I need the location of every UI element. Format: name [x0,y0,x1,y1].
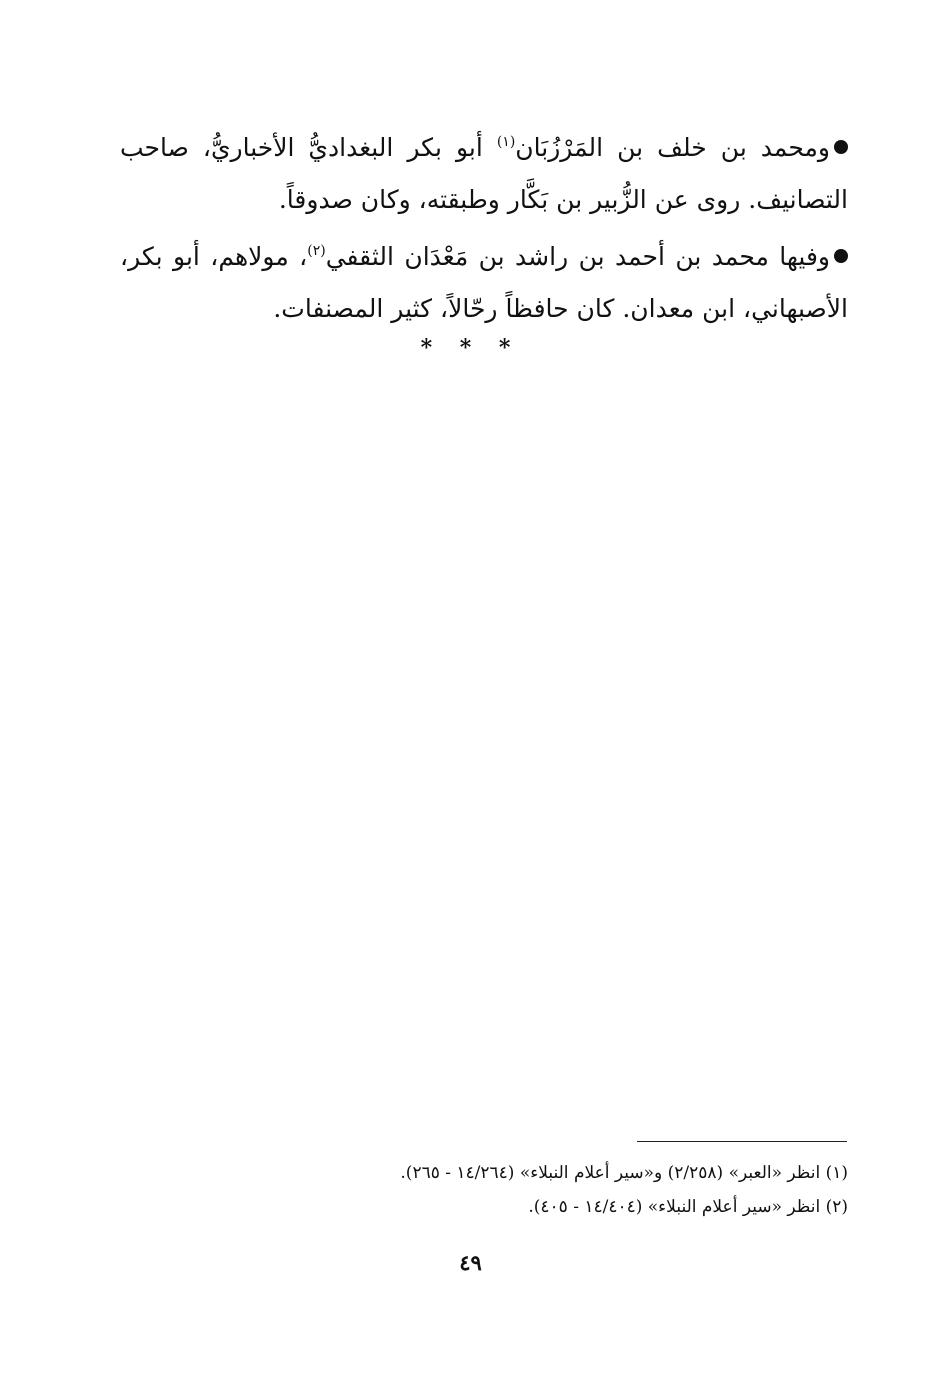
entry-1-text-before-ref: ومحمد بن خلف بن المَرْزُبَان [515,133,830,162]
footnote-reference-2: (٢) [307,243,326,259]
section-separator: * * * [420,335,521,361]
entry-2-text-after-ref: ، مولاهم، أبو بكر، الأصبهاني، ابن معدان. كان حافظاً رحّالاً، كثير المصنفات. [120,242,848,323]
entry-1-text-after-ref: أبو بكر البغداديُّ الأخباريُّ، صاحب التصانيف. روى عن الزُّبير بن بَكَّار وطبقته، وكان صدوقاً. [120,133,848,214]
footnote-divider [637,1141,847,1142]
entry-paragraph-1 [120,122,848,226]
bullet-icon [834,140,848,154]
footnote-2: (٢) انظر «سير أعلام النبلاء» (١٤/٤٠٤ - ٤٠٥). [528,1197,848,1217]
bullet-icon [834,249,848,263]
page-number: ٤٩ [459,1250,482,1275]
footnote-1: (١) انظر «العبر» (٢/٢٥٨) و«سير أعلام النبلاء» (١٤/٢٦٤ - ٢٦٥). [400,1163,848,1183]
entry-2-text-before-ref: وفيها محمد بن أحمد بن راشد بن مَعْدَان الثقفي [325,242,830,271]
entry-paragraph-2 [120,231,848,335]
footnote-reference-1: (١) [496,134,516,150]
